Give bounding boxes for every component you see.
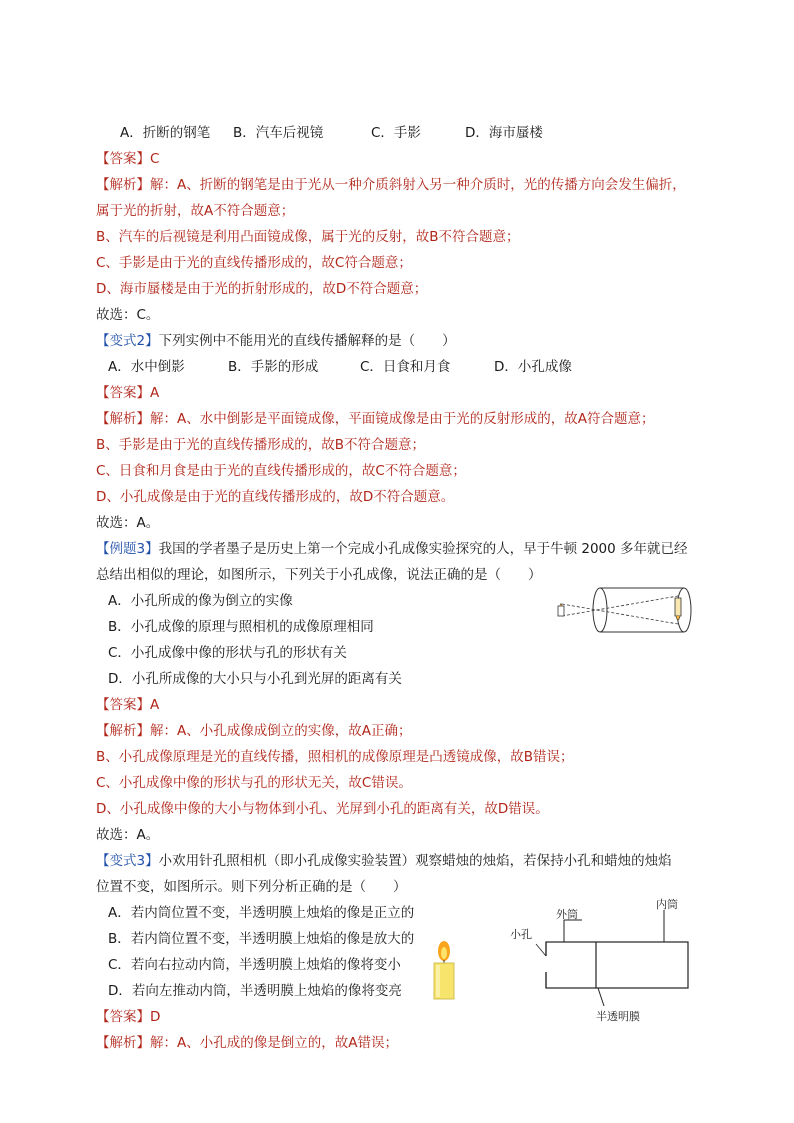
- analysis-text: 解：A、小孔成的像是倒立的，故A错误；: [150, 1035, 398, 1051]
- option-d: D．海市蜃楼: [465, 125, 543, 141]
- option-c: C．手影: [371, 125, 421, 141]
- analysis-text: D、海市蜃楼是由于光的折射形成的，故D不符合题意；: [96, 281, 428, 297]
- option-c: C．日食和月食: [360, 359, 451, 375]
- stem-text: 总结出相似的理论，如图所示，下列关于小孔成像，说法正确的是（ ）: [96, 567, 542, 583]
- choose-line: 故选：A。: [96, 515, 160, 531]
- analysis-line: [96, 722, 411, 740]
- answer-value: D: [150, 1009, 161, 1025]
- stem-text: 小欢用针孔照相机（即小孔成像实验装置）观察蜡烛的烛焰，若保持小孔和蜡烛的烛焰: [158, 853, 672, 869]
- question-tag: 【变式2】: [96, 333, 159, 349]
- option-b: B．手影的形成: [228, 359, 319, 375]
- analysis-tag: 【解析】: [96, 1035, 150, 1051]
- pinhole-figure: [552, 584, 696, 636]
- answer-line: [96, 384, 159, 402]
- choose-line: 故选：C。: [96, 307, 160, 323]
- option-b: B．小孔成像的原理与照相机的成像原理相同: [108, 619, 374, 635]
- option-b: B．若内筒位置不变，半透明膜上烛焰的像是放大的: [108, 931, 415, 947]
- answer-value: C: [150, 151, 160, 167]
- question-stem: [96, 332, 456, 350]
- option-a: A．水中倒影: [108, 359, 185, 375]
- analysis-text: C、小孔成像中像的形状与孔的形状无关，故C错误。: [96, 775, 412, 791]
- analysis-tag: 【解析】: [96, 411, 150, 427]
- question-tag: 【例题3】: [96, 541, 159, 557]
- answer-tag: 【答案】: [96, 151, 150, 167]
- stem-text: 位置不变，如图所示。则下列分析正确的是（ ）: [96, 879, 407, 895]
- analysis-text: D、小孔成像中像的大小与物体到小孔、光屏到小孔的距离有关，故D错误。: [96, 801, 549, 817]
- pinhole-camera-diagram: [500, 896, 700, 1026]
- analysis-line: [96, 1034, 398, 1052]
- analysis-text: 解：A、折断的钢笔是由于光从一种介质斜射入另一种介质时，光的传播方向会发生偏折，: [150, 177, 686, 193]
- analysis-text: B、汽车的后视镜是利用凸面镜成像，属于光的反射，故B不符合题意；: [96, 229, 520, 245]
- analysis-line: [96, 176, 686, 194]
- option-d: D．小孔所成像的大小只与小孔到光屏的距离有关: [108, 671, 402, 687]
- answer-value: A: [150, 385, 160, 401]
- analysis-text: B、手影是由于光的直线传播形成的，故B不符合题意；: [96, 437, 426, 453]
- option-a: A．折断的钢笔: [120, 125, 211, 141]
- analysis-tag: 【解析】: [96, 177, 150, 193]
- choose-line: 故选：A。: [96, 827, 160, 843]
- analysis-text: B、小孔成像原理是光的直线传播，照相机的成像原理是凸透镜成像，故B错误；: [96, 749, 574, 765]
- analysis-text: C、手影是由于光的直线传播形成的，故C符合题意；: [96, 255, 412, 271]
- analysis-line: [96, 410, 654, 428]
- option-a: A．若内筒位置不变，半透明膜上烛焰的像是正立的: [108, 905, 415, 921]
- analysis-tag: 【解析】: [96, 723, 150, 739]
- analysis-text: C、日食和月食是由于光的直线传播形成的，故C不符合题意；: [96, 463, 466, 479]
- question-tag: 【变式3】: [96, 853, 159, 869]
- analysis-text: 解：A、水中倒影是平面镜成像，平面镜成像是由于光的反射形成的，故A符合题意；: [150, 411, 655, 427]
- question-stem: [96, 540, 688, 558]
- candle-figure: [428, 938, 464, 1002]
- option-d: D．若向左推动内筒，半透明膜上烛焰的像将变亮: [108, 983, 402, 999]
- answer-tag: 【答案】: [96, 385, 150, 401]
- answer-line: [96, 696, 159, 714]
- answer-tag: 【答案】: [96, 697, 150, 713]
- option-d: D．小孔成像: [494, 359, 572, 375]
- option-c: C．若向右拉动内筒，半透明膜上烛焰的像将变小: [108, 957, 401, 973]
- inner-tube-label: 内筒: [656, 898, 678, 911]
- outer-tube-label: 外筒: [556, 908, 578, 921]
- analysis-text: D、小孔成像是由于光的直线传播形成的，故D不符合题意。: [96, 489, 455, 505]
- option-c: C．小孔成像中像的形状与孔的形状有关: [108, 645, 347, 661]
- membrane-label: 半透明膜: [596, 1010, 640, 1023]
- stem-text: 我国的学者墨子是历史上第一个完成小孔成像实验探究的人，早于牛顿 2000 多年就已经: [158, 541, 688, 557]
- answer-value: A: [150, 697, 160, 713]
- answer-line: [96, 1008, 160, 1026]
- option-b: B．汽车后视镜: [233, 125, 324, 141]
- analysis-text: 属于光的折射，故A不符合题意；: [96, 203, 295, 219]
- option-a: A．小孔所成的像为倒立的实像: [108, 593, 293, 609]
- answer-tag: 【答案】: [96, 1009, 150, 1025]
- answer-line: [96, 150, 159, 168]
- question-stem: [96, 852, 672, 870]
- hole-label: 小孔: [510, 928, 532, 941]
- analysis-text: 解：A、小孔成像成倒立的实像，故A正确；: [150, 723, 412, 739]
- stem-text: 下列实例中不能用光的直线传播解释的是（ ）: [158, 333, 456, 349]
